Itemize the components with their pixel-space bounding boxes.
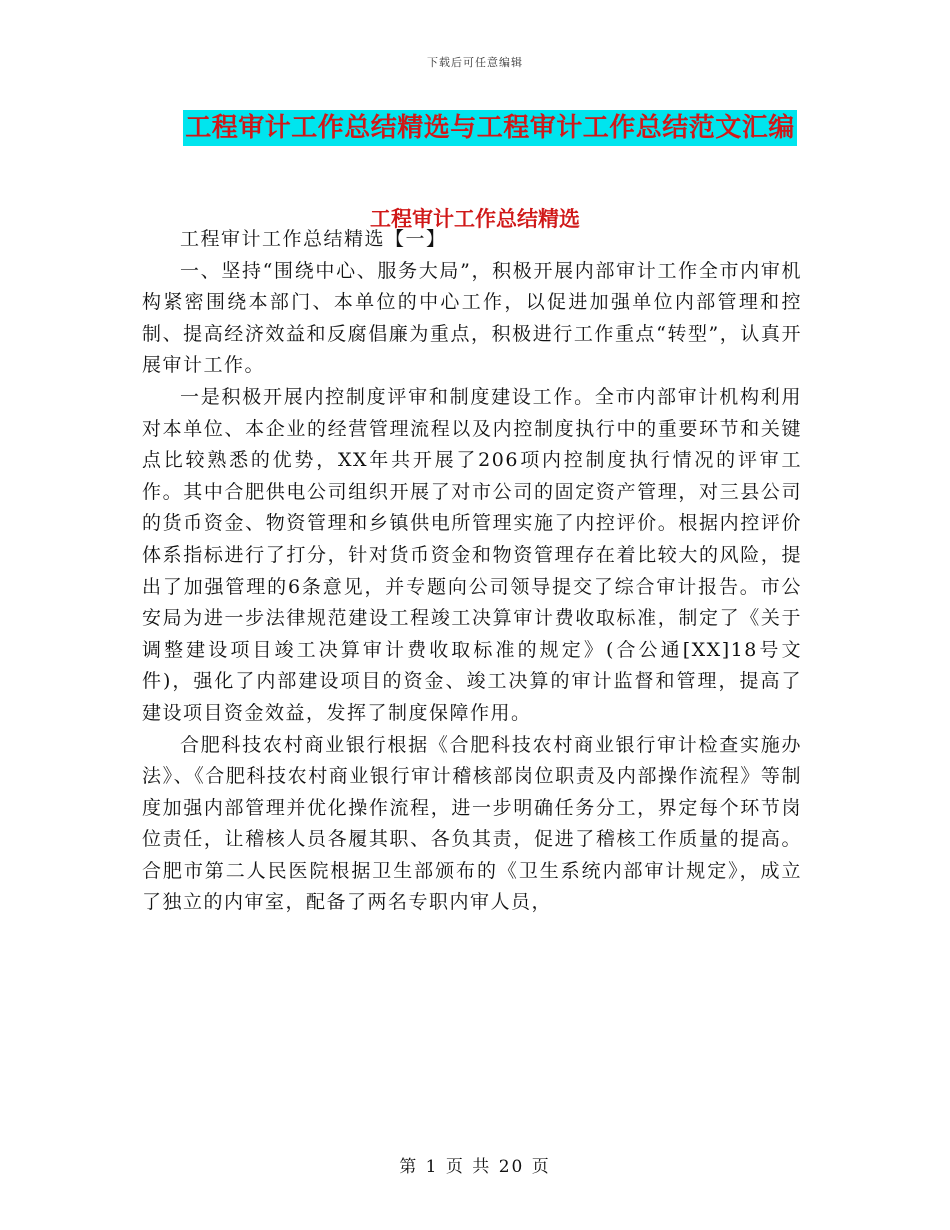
main-title: 工程审计工作总结精选与工程审计工作总结范文汇编: [183, 110, 797, 146]
header-note: 下载后可任意编辑: [427, 56, 523, 69]
document-body: [142, 224, 802, 919]
page-footer: 第 1 页 共 20 页: [399, 1157, 551, 1177]
section-title: 工程审计工作总结精选: [370, 206, 580, 231]
paragraph: 合肥科技农村商业银行根据《合肥科技农村商业银行审计检查实施办法》、《合肥科技农村商业银行审计稽核部岗位职责及内部操作流程》等制度加强内部管理并优化操作流程，进一步明确任务分工，界定每个环节岗位责任，让稽核人员各履其职、各负其责，促进了稽核工作质量的提高。合肥市第二人民医院根据卫生部颁布的《卫生系统内部审计规定》，成立了独立的内审室，配备了两名专职内审人员，: [142, 733, 802, 914]
paragraph: 一是积极开展内控制度评审和制度建设工作。全市内部审计机构利用对本单位、本企业的经营管理流程以及内控制度执行中的重要环节和关键点比较熟悉的优势，XX年共开展了206项内控制度执行情况的评审工作。其中合肥供电公司组织开展了对市公司的固定资产管理，对三县公司的货币资金、物资管理和乡镇供电所管理实施了内控评价。根据内控评价体系指标进行了打分，针对货币资金和物资管理存在着比较大的风险，提出了加强管理的6条意见，并专题向公司领导提交了综合审计报告。市公安局为进一步法律规范建设工程竣工决算审计费收取标准，制定了《关于调整建设项目竣工决算审计费收取标准的规定》(合公通[XX]18号文件)，强化了内部建设项目的资金、竣工决算的审计监督和管理，提高了建设项目资金效益，发挥了制度保障作用。: [142, 385, 802, 724]
paragraph: 一、坚持“围绕中心、服务大局”，积极开展内部审计工作全市内审机构紧密围绕本部门、本单位的中心工作，以促进加强单位内部管理和控制、提高经济效益和反腐倡廉为重点，积极进行工作重点“转型”，认真开展审计工作。: [142, 259, 802, 377]
main-title-container: [0, 110, 950, 146]
paragraph-heading: 工程审计工作总结精选【一】: [180, 228, 447, 250]
